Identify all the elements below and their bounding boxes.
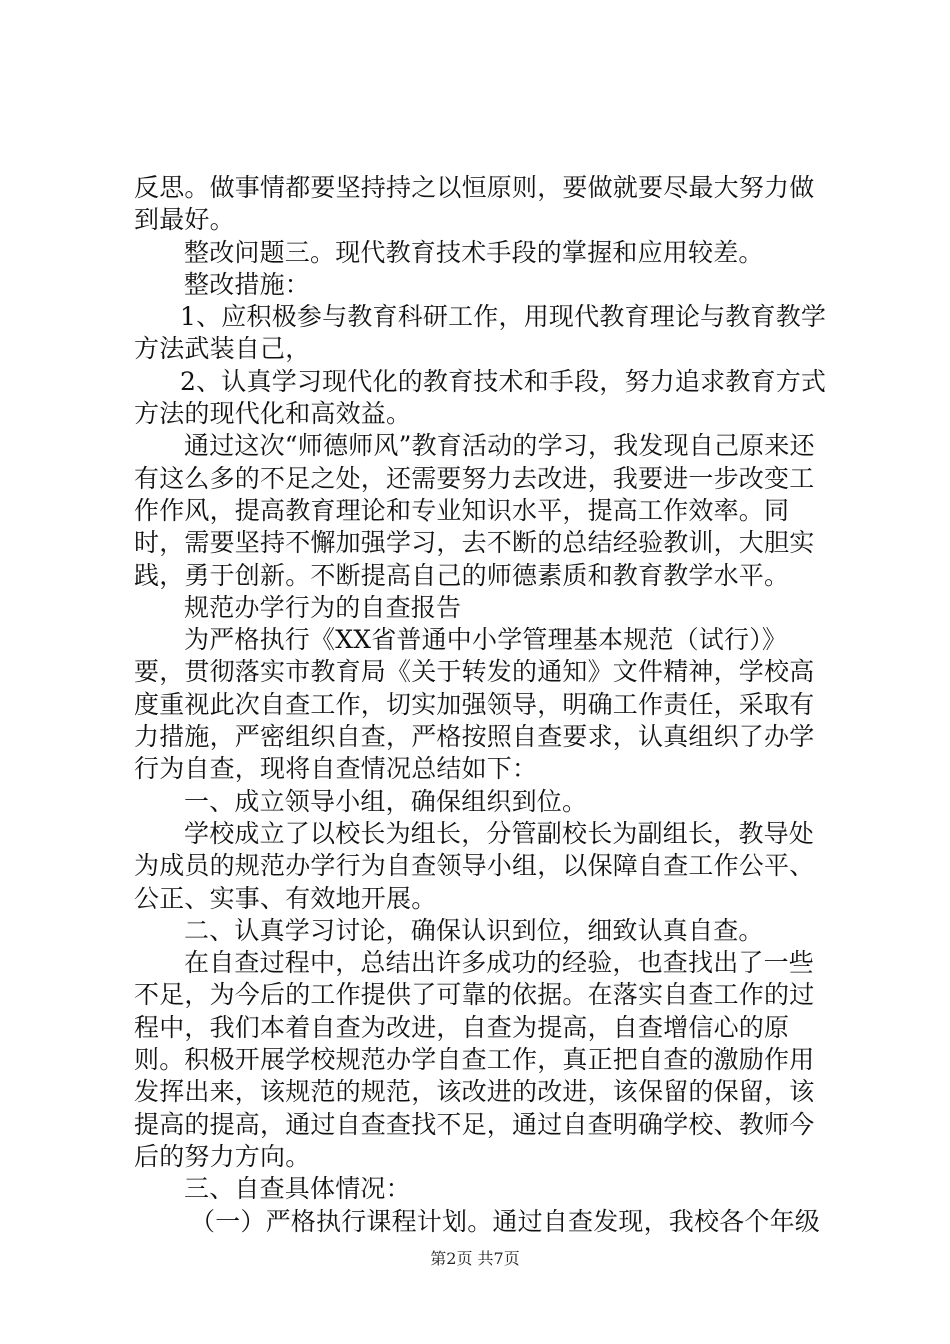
paragraph-section-two-heading: 二、认真学习讨论，确保认识到位，细致认真自查。 — [184, 915, 764, 945]
paragraph-section-one-heading: 一、成立领导小组，确保组织到位。 — [184, 786, 588, 816]
paragraph-measure-2: 2、认真学习现代化的教育技术和手段，努力追求教育方式方法的现代化和高效益。 — [134, 366, 827, 429]
paragraph-section-two-body: 在自查过程中，总结出许多成功的经验，也查找出了一些不足，为今后的工作提供了可靠的依据。在落实自查工作的过程中，我们本着自查为改进，自查为提高，自查增信心的原则。积极开展学校规范办学自查工作，真正把自查的激励作用发挥出来，该规范的规范，该改进的改进，该保留的保留，该提高的提高，通过自查查找不足，通过自查明确学校、教师今后的努力方向。 — [134, 948, 815, 1171]
paragraph-reflection: 反思。做事情都要坚持持之以恒原则，要做就要尽最大努力做到最好。 — [134, 173, 815, 235]
paragraph-measure-1: 1、应积极参与教育科研工作，用现代教育理论与教育教学方法武装自己， — [134, 302, 827, 364]
document-body — [134, 172, 834, 1238]
paragraph-issue-three: 整改问题三。现代教育技术手段的掌握和应用较差。 — [184, 237, 764, 267]
page-number-footer: 第2页 共7页 — [430, 1249, 520, 1268]
paragraph-measures-heading: 整改措施： — [184, 269, 311, 299]
paragraph-section-one-body: 学校成立了以校长为组长，分管副校长为副组长，教导处为成员的规范办学行为自查领导小组，以保障自查工作公平、公正、实事、有效地开展。 — [134, 818, 815, 913]
paragraph-section-three-heading: 三、自查具体情况： — [184, 1174, 411, 1204]
paragraph-report-intro: 为严格执行《XX省普通中小学管理基本规范（试行）》要，贯彻落实市教育局《关于转发的通知》文件精神，学校高度重视此次自查工作，切实加强领导，明确工作责任，采取有力措施，严密组织自查，严格按照自查要求，认真组织了办学行为自查，现将自查情况总结如下： — [134, 625, 815, 784]
paragraph-section-three-item-1: （一）严格执行课程计划。通过自查发现，我校各个年级 — [190, 1206, 821, 1236]
paragraph-report-title: 规范办学行为的自查报告 — [184, 592, 462, 622]
paragraph-summary: 通过这次“师德师风”教育活动的学习，我发现自己原来还有这么多的不足之处，还需要努力去改进，我要进一步改变工作作风，提高教育理论和专业知识水平，提高工作效率。同时，需要坚持不懈加强学习，去不断的总结经验教训，大胆实践，勇于创新。不断提高自己的师德素质和教育教学水平。 — [134, 431, 815, 590]
